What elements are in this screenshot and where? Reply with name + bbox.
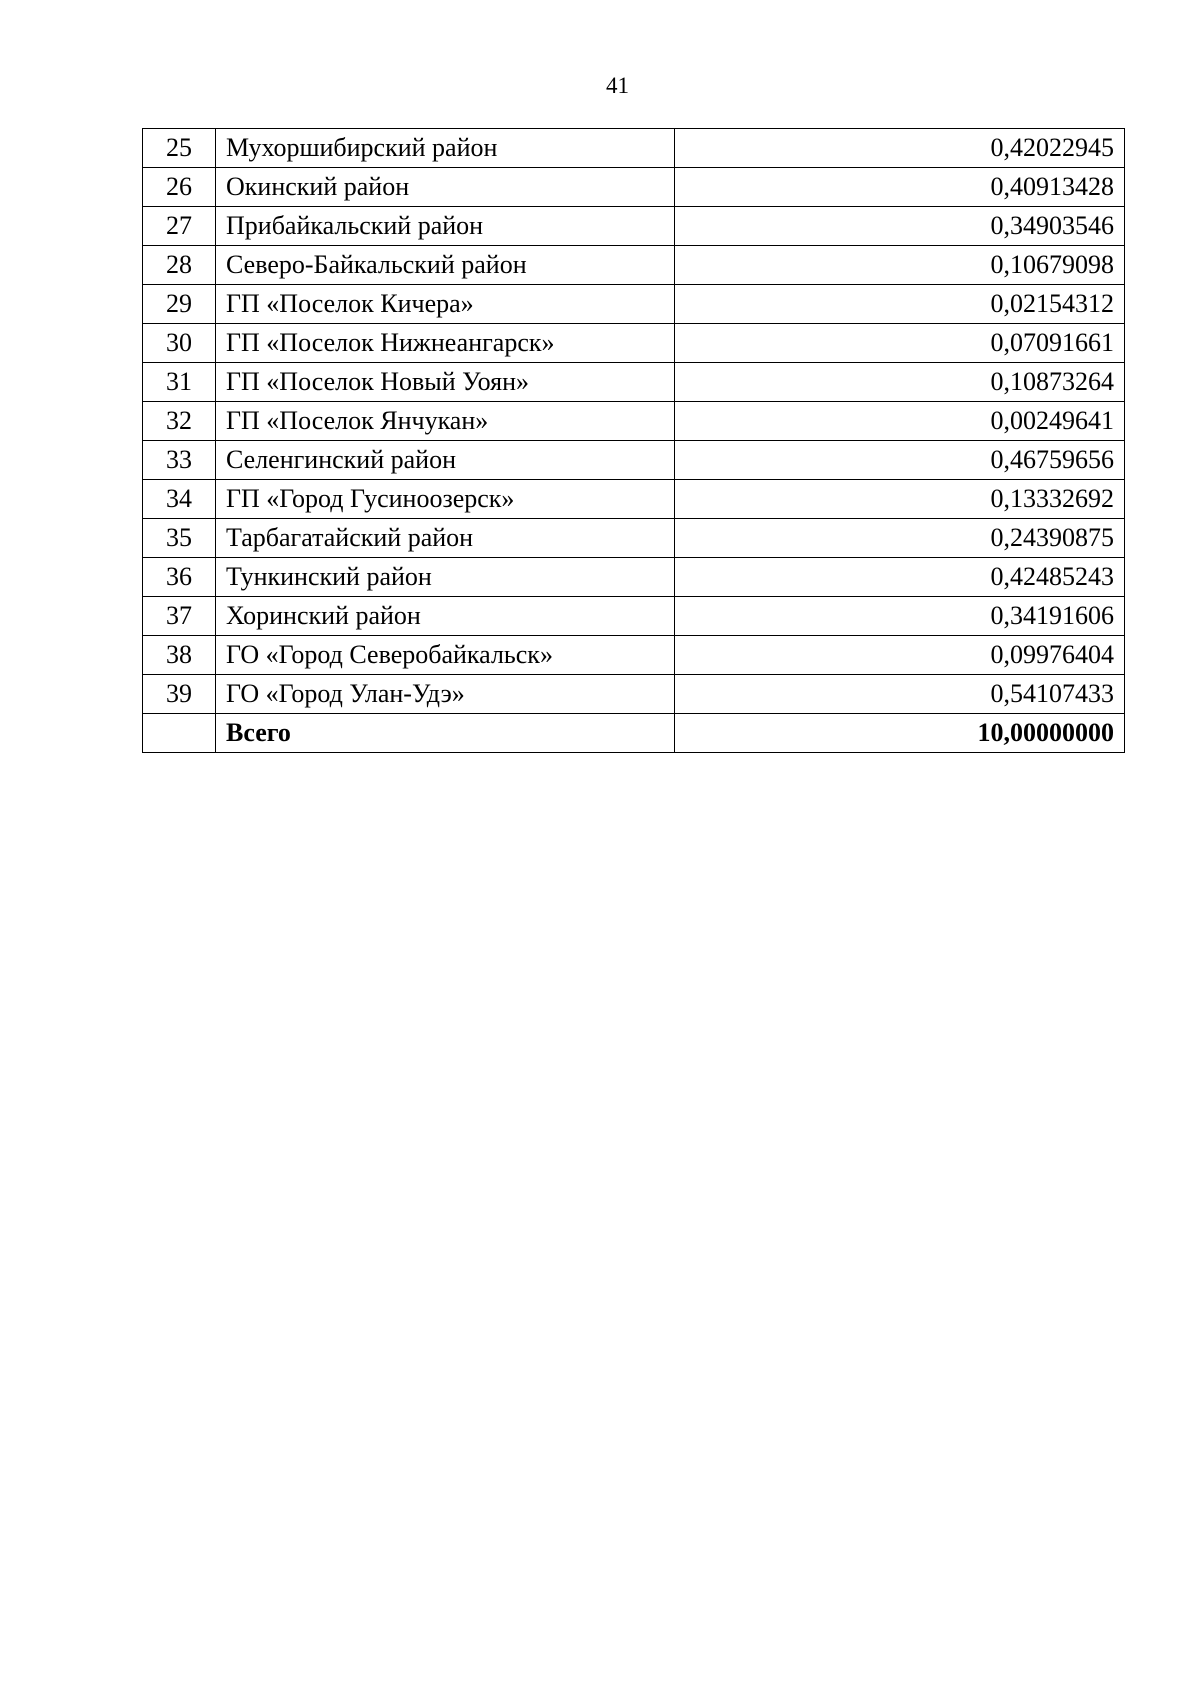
table-row [143,402,1125,441]
table-row [143,597,1125,636]
row-number-cell: 32 [143,402,216,441]
row-value-cell: 0,10679098 [675,246,1125,285]
row-name-cell: ГП «Поселок Новый Уоян» [216,363,675,402]
page-number: 41 [606,73,629,98]
row-number-cell: 36 [143,558,216,597]
row-value-cell: 0,42485243 [675,558,1125,597]
table-body [143,129,1125,753]
row-name-cell: Окинский район [216,168,675,207]
table-row [143,246,1125,285]
total-number-cell [143,714,216,753]
row-number-cell: 29 [143,285,216,324]
table-row [143,168,1125,207]
row-number-cell: 27 [143,207,216,246]
table-row [143,207,1125,246]
row-name-cell: ГО «Город Улан-Удэ» [216,675,675,714]
row-value-cell: 0,34191606 [675,597,1125,636]
row-name-cell: ГП «Город Гусиноозерск» [216,480,675,519]
row-name-cell: Тарбагатайский район [216,519,675,558]
row-value-cell: 0,10873264 [675,363,1125,402]
table-row [143,441,1125,480]
table-row [143,636,1125,675]
table-row [143,324,1125,363]
row-value-cell: 0,54107433 [675,675,1125,714]
row-value-cell: 0,02154312 [675,285,1125,324]
table-row [143,285,1125,324]
row-number-cell: 31 [143,363,216,402]
table-row [143,480,1125,519]
row-number-cell: 35 [143,519,216,558]
row-number-cell: 39 [143,675,216,714]
total-label-cell: Всего [216,714,675,753]
row-value-cell: 0,40913428 [675,168,1125,207]
row-number-cell: 28 [143,246,216,285]
table-row [143,519,1125,558]
table-row [143,675,1125,714]
row-value-cell: 0,13332692 [675,480,1125,519]
row-value-cell: 0,07091661 [675,324,1125,363]
total-value-cell: 10,00000000 [675,714,1125,753]
row-name-cell: Северо-Байкальский район [216,246,675,285]
row-name-cell: Мухоршибирский район [216,129,675,168]
row-name-cell: Селенгинский район [216,441,675,480]
row-number-cell: 38 [143,636,216,675]
row-value-cell: 0,09976404 [675,636,1125,675]
row-number-cell: 26 [143,168,216,207]
row-number-cell: 30 [143,324,216,363]
row-value-cell: 0,00249641 [675,402,1125,441]
row-name-cell: Хоринский район [216,597,675,636]
row-name-cell: Тункинский район [216,558,675,597]
distribution-table [142,128,1125,753]
row-value-cell: 0,34903546 [675,207,1125,246]
row-value-cell: 0,24390875 [675,519,1125,558]
row-number-cell: 33 [143,441,216,480]
row-name-cell: ГП «Поселок Нижнеангарск» [216,324,675,363]
row-name-cell: Прибайкальский район [216,207,675,246]
total-row [143,714,1125,753]
table-row [143,558,1125,597]
table-row [143,129,1125,168]
row-number-cell: 37 [143,597,216,636]
row-value-cell: 0,42022945 [675,129,1125,168]
row-name-cell: ГП «Поселок Янчукан» [216,402,675,441]
row-value-cell: 0,46759656 [675,441,1125,480]
row-name-cell: ГО «Город Северобайкальск» [216,636,675,675]
table-row [143,363,1125,402]
row-number-cell: 25 [143,129,216,168]
row-name-cell: ГП «Поселок Кичера» [216,285,675,324]
row-number-cell: 34 [143,480,216,519]
